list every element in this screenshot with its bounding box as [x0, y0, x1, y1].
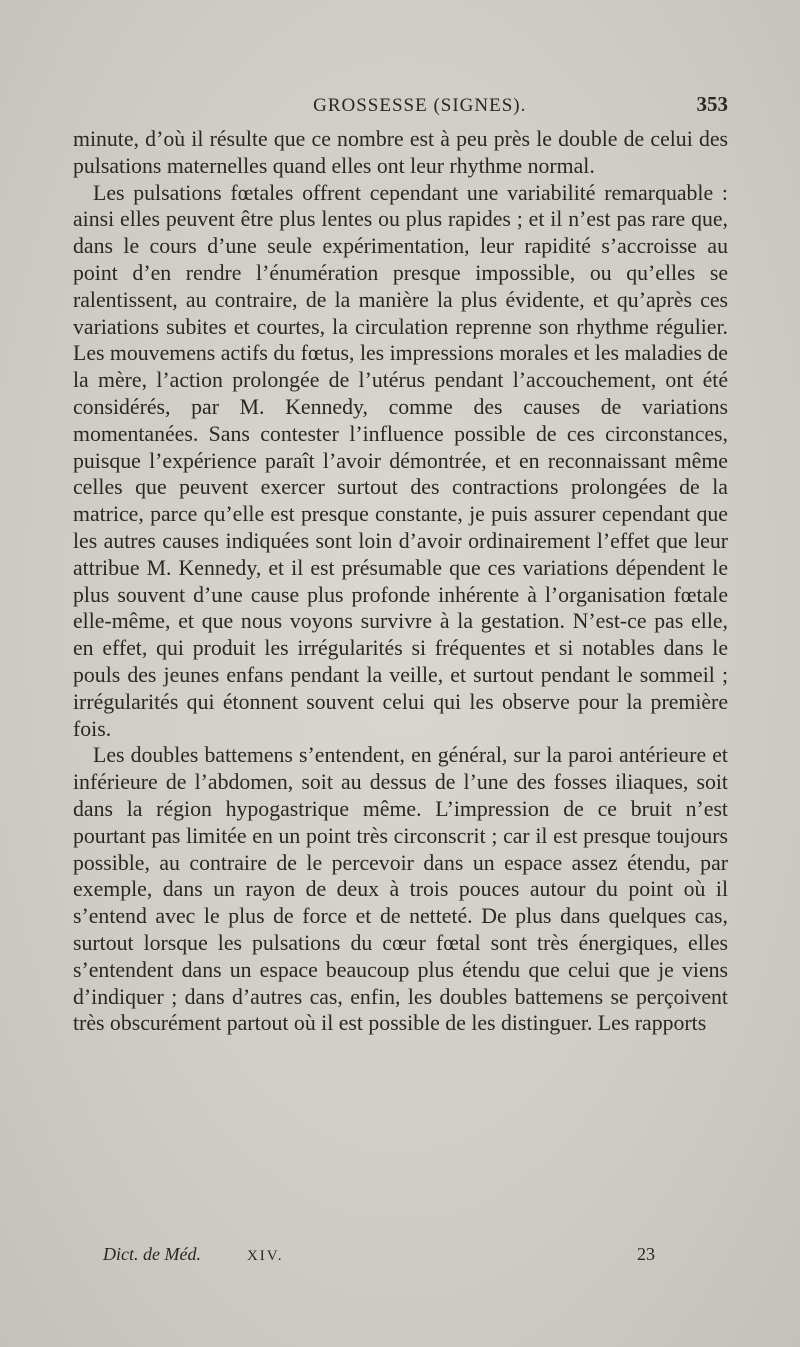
running-head: [73, 92, 728, 122]
running-title: GROSSESSE (SIGNES).: [313, 95, 527, 116]
footer-volume: XIV.: [246, 1248, 284, 1264]
paragraph: Les doubles battemens s’entendent, en général, sur la paroi antérieure et inférieure de l’abdomen, soit au dessus de l’une des fosses iliaques, soit dans la région hypogastrique même. L’impression de ce bruit n’est pourtant pas limitée en un point très circonscrit ; car il est presque toujours possible, au contraire de le percevoir dans un espace assez étendu, par exemple, dans un rayon de deux à trois pouces autour du point où il s’entend avec le plus de force et de netteté. De plus dans quelques cas, surtout lorsque les pulsations du cœur fœtal sont très énergiques, elles s’entendent dans un espace beaucoup plus étendu que celui que je viens d’indiquer ; dans d’autres cas, enfin, les doubles battemens se perçoivent très obscurément partout où il est possible de les distinguer. Les rapports: [73, 743, 728, 1036]
page-number: 353: [696, 92, 728, 116]
paragraph-continued: minute, d’où il résulte que ce nombre est à peu près le double de celui des pulsations maternelles quand elles ont leur rhythme normal.: [73, 127, 728, 178]
footer-signature-mark: 23: [637, 1244, 655, 1264]
page-footer: [103, 1244, 655, 1265]
footer-book-title: Dict. de Méd.: [103, 1244, 201, 1264]
paragraph: Les pulsations fœtales offrent cependant une variabilité remarquable : ainsi elles peuvent être plus lentes ou plus rapides ; et il n’est pas rare que, dans le cours d’une seule expérimentation, leur rapidité s’accroisse au point d’en rendre l’énumération presque impossible, ou qu’elles se ralentissent, au contraire, de la manière la plus évidente, et qu’après ces variations subites et courtes, la circulation reprenne son rhythme régulier. Les mouvemens actifs du fœtus, les impressions morales et les maladies de la mère, l’action prolongée de l’utérus pendant l’accouchement, ont été considérés, par M. Kennedy, comme des causes de variations momentanées. Sans contester l’influence possible de ces circonstances, puisque l’expérience paraît l’avoir démontrée, et en reconnaissant même celles que peuvent exercer surtout des contractions prolongées de la matrice, parce qu’elle est presque constante, je puis assurer cependant que les autres causes indiquées sont loin d’avoir ordinairement l’effet que leur attribue M. Kennedy, et il est présumable que ces variations dépendent le plus souvent d’une cause plus profonde inhérente à l’organisation fœtale elle-même, et que nous voyons survivre à la gestation. N’est-ce pas elle, en effet, qui produit les irrégularités si fréquentes et si notables dans le pouls des jeunes enfans pendant la veille, et surtout pendant le sommeil ; irrégularités qui étonnent souvent celui qui les observe pour la première fois.: [73, 180, 728, 741]
body-text: [73, 126, 728, 1037]
